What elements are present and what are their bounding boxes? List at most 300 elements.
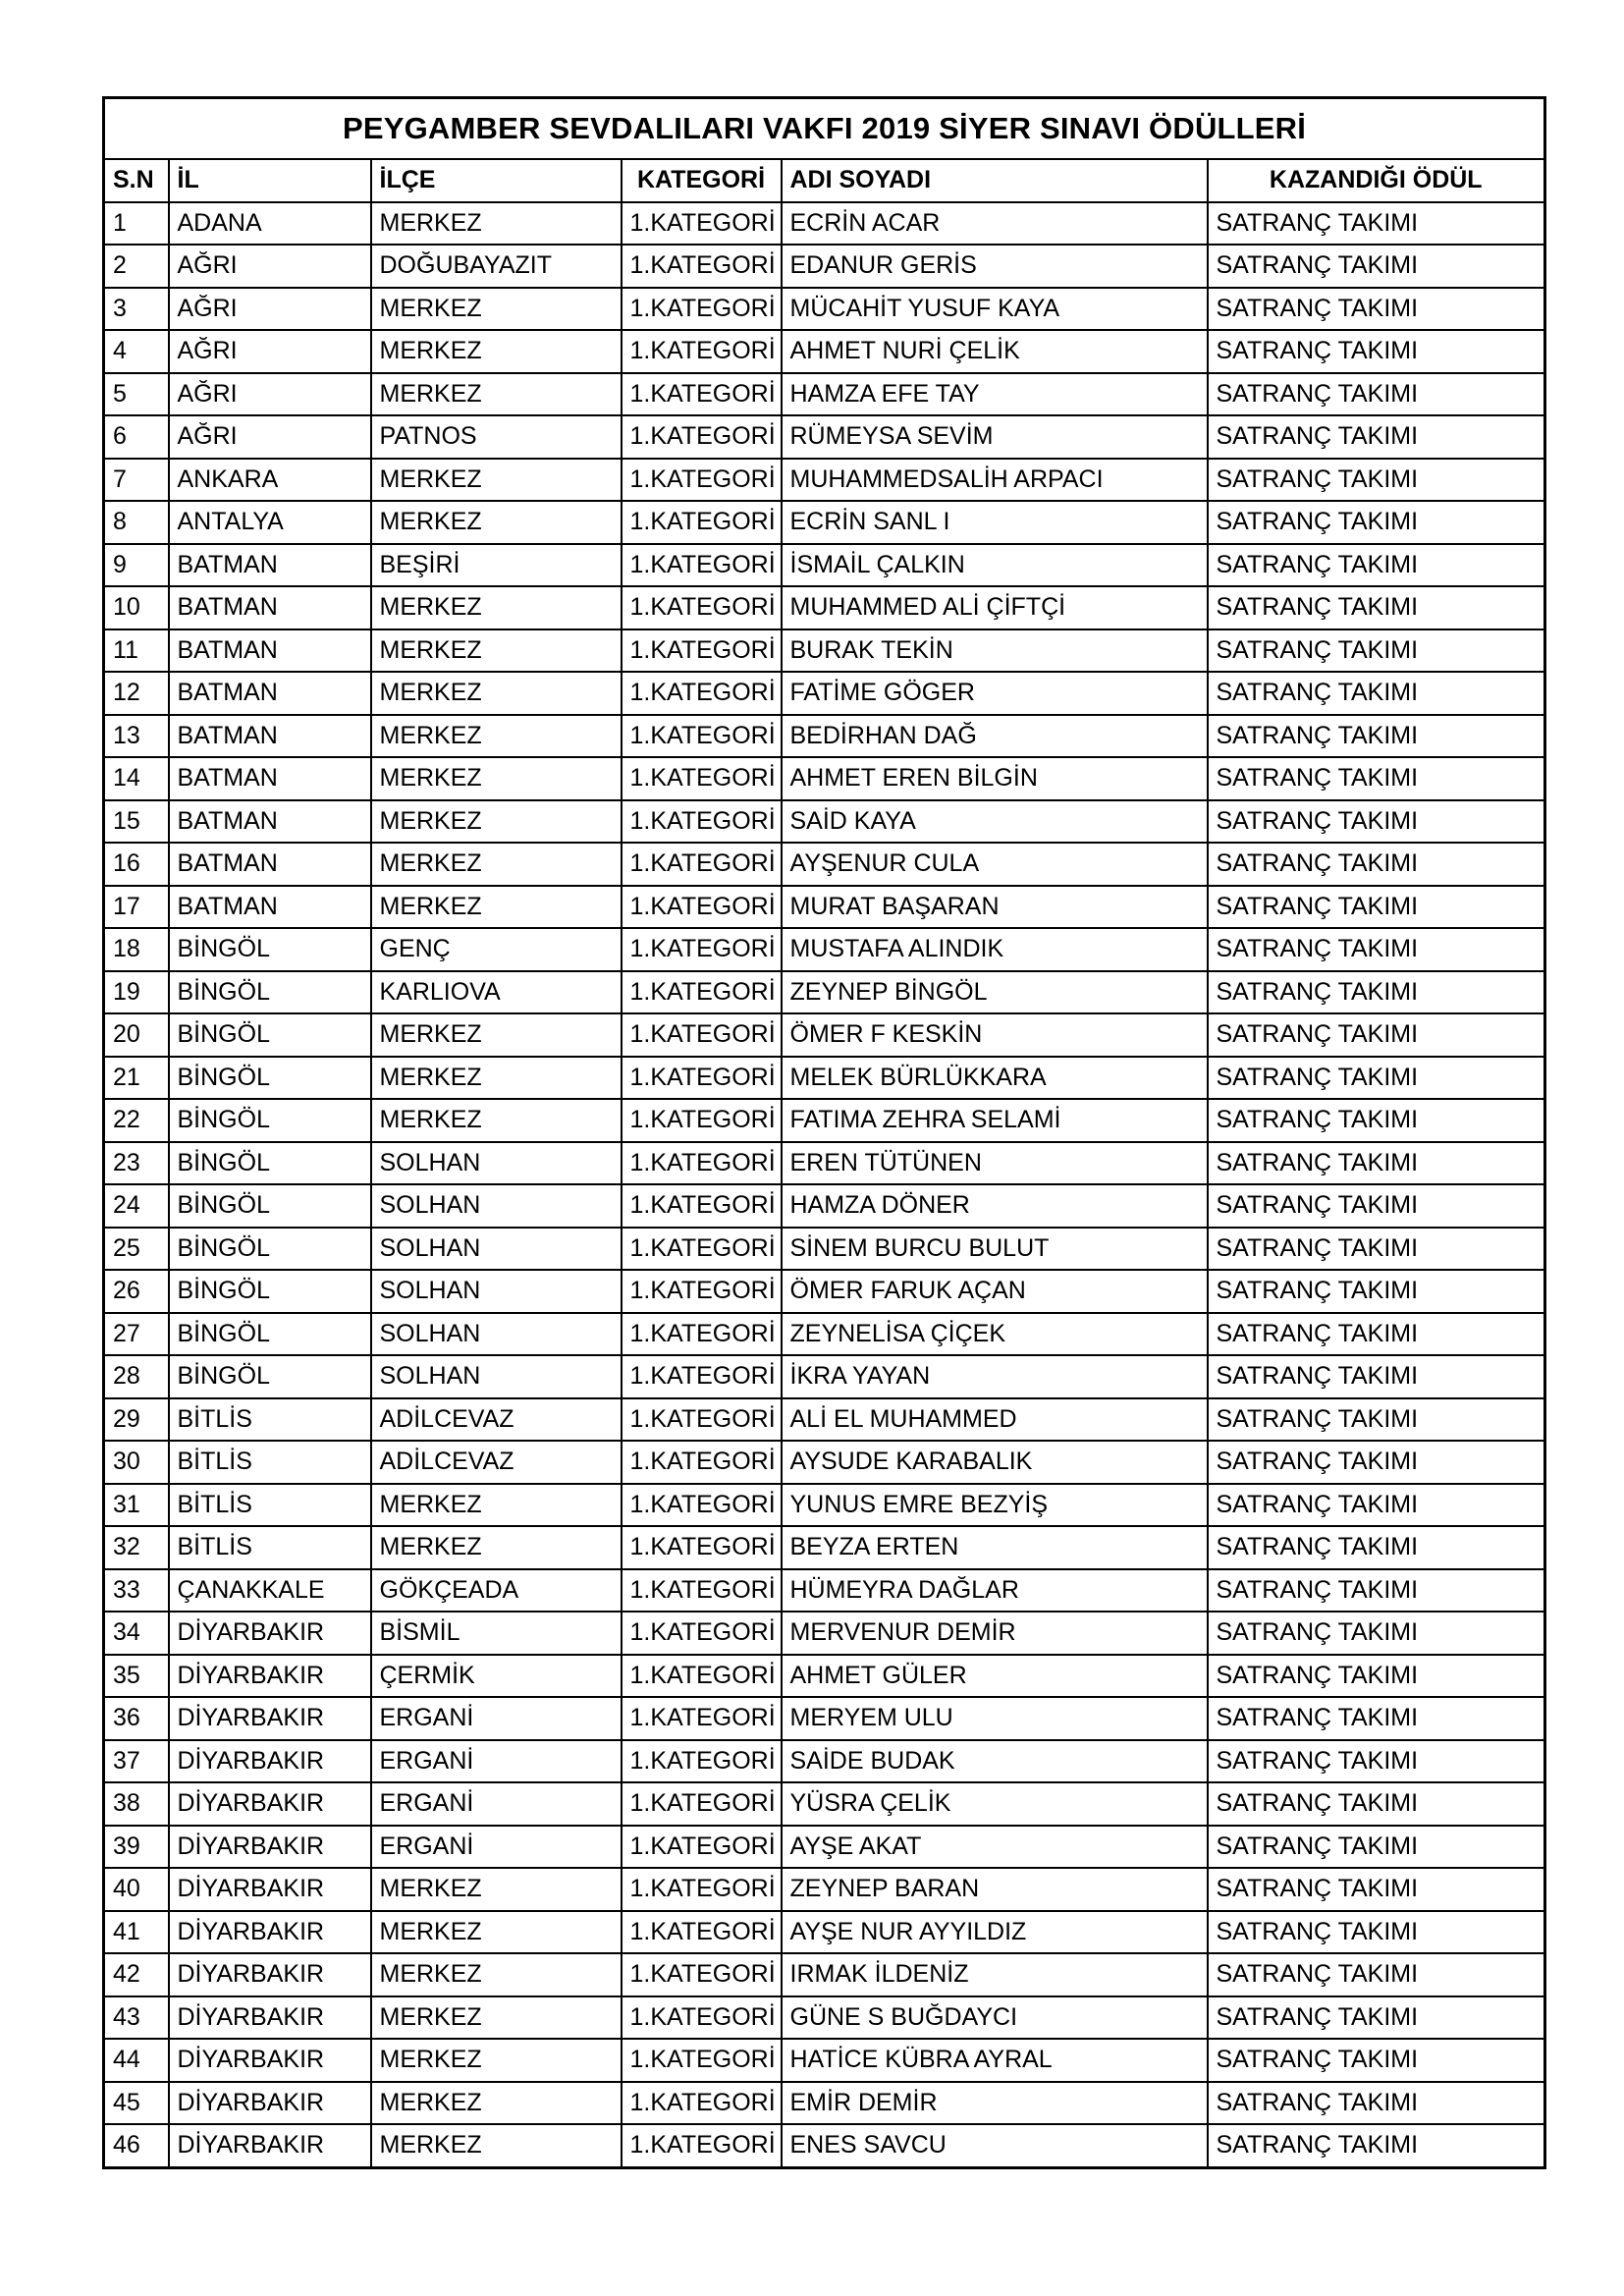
cell-sn: 11 [104, 629, 169, 673]
cell-il: AĞRI [169, 245, 371, 288]
cell-kazandigi-odul: SATRANÇ TAKIMI [1208, 415, 1545, 459]
cell-il: ANTALYA [169, 501, 371, 544]
cell-kategori: 1.KATEGORİ [622, 1057, 782, 1100]
cell-kategori: 1.KATEGORİ [622, 1484, 782, 1527]
cell-il: ADANA [169, 202, 371, 246]
table-row [104, 1057, 1545, 1100]
cell-ilce: ERGANİ [371, 1782, 622, 1826]
cell-ilce: MERKEZ [371, 1526, 622, 1569]
cell-sn: 12 [104, 672, 169, 715]
cell-kazandigi-odul: SATRANÇ TAKIMI [1208, 1228, 1545, 1271]
cell-adi-soyadi: FATIMA ZEHRA SELAMİ [782, 1099, 1208, 1142]
cell-ilce: ERGANİ [371, 1740, 622, 1783]
cell-adi-soyadi: EREN TÜTÜNEN [782, 1142, 1208, 1185]
cell-kategori: 1.KATEGORİ [622, 800, 782, 844]
cell-kazandigi-odul: SATRANÇ TAKIMI [1208, 757, 1545, 800]
cell-ilce: MERKEZ [371, 1868, 622, 1911]
cell-ilce: MERKEZ [371, 2082, 622, 2125]
cell-il: BATMAN [169, 586, 371, 629]
cell-kategori: 1.KATEGORİ [622, 2124, 782, 2167]
table-row [104, 544, 1545, 587]
column-header-kazandigi-odul: KAZANDIĞI ÖDÜL [1208, 159, 1545, 202]
cell-ilce: ADİLCEVAZ [371, 1398, 622, 1442]
cell-ilce: MERKEZ [371, 1484, 622, 1527]
cell-il: BİNGÖL [169, 1313, 371, 1356]
cell-kategori: 1.KATEGORİ [622, 1099, 782, 1142]
cell-adi-soyadi: ENES SAVCU [782, 2124, 1208, 2167]
cell-sn: 46 [104, 2124, 169, 2167]
cell-il: AĞRI [169, 288, 371, 331]
cell-ilce: KARLIOVA [371, 971, 622, 1014]
cell-kategori: 1.KATEGORİ [622, 672, 782, 715]
cell-kazandigi-odul: SATRANÇ TAKIMI [1208, 1740, 1545, 1783]
column-header-sn: S.N [104, 159, 169, 202]
cell-il: DİYARBAKIR [169, 1655, 371, 1698]
cell-kazandigi-odul: SATRANÇ TAKIMI [1208, 1355, 1545, 1398]
cell-kategori: 1.KATEGORİ [622, 843, 782, 886]
cell-kazandigi-odul: SATRANÇ TAKIMI [1208, 1057, 1545, 1100]
column-header-adi-soyadi: ADI SOYADI [782, 159, 1208, 202]
cell-kazandigi-odul: SATRANÇ TAKIMI [1208, 1398, 1545, 1442]
table-row [104, 971, 1545, 1014]
cell-kategori: 1.KATEGORİ [622, 1526, 782, 1569]
cell-il: BİNGÖL [169, 971, 371, 1014]
table-row [104, 501, 1545, 544]
cell-kazandigi-odul: SATRANÇ TAKIMI [1208, 1953, 1545, 1996]
cell-kazandigi-odul: SATRANÇ TAKIMI [1208, 1996, 1545, 2040]
cell-il: ÇANAKKALE [169, 1569, 371, 1613]
cell-sn: 40 [104, 1868, 169, 1911]
cell-kategori: 1.KATEGORİ [622, 459, 782, 502]
cell-il: BİNGÖL [169, 1099, 371, 1142]
cell-il: BATMAN [169, 544, 371, 587]
cell-sn: 43 [104, 1996, 169, 2040]
cell-adi-soyadi: MUHAMMEDSALİH ARPACI [782, 459, 1208, 502]
cell-sn: 23 [104, 1142, 169, 1185]
cell-ilce: MERKEZ [371, 202, 622, 246]
cell-kategori: 1.KATEGORİ [622, 1612, 782, 1655]
cell-kazandigi-odul: SATRANÇ TAKIMI [1208, 971, 1545, 1014]
cell-il: BATMAN [169, 886, 371, 929]
cell-adi-soyadi: SAİDE BUDAK [782, 1740, 1208, 1783]
cell-sn: 21 [104, 1057, 169, 1100]
cell-ilce: SOLHAN [371, 1184, 622, 1228]
cell-kategori: 1.KATEGORİ [622, 288, 782, 331]
cell-ilce: MERKEZ [371, 501, 622, 544]
table-row [104, 1868, 1545, 1911]
cell-sn: 15 [104, 800, 169, 844]
cell-ilce: MERKEZ [371, 886, 622, 929]
cell-sn: 44 [104, 2039, 169, 2082]
cell-sn: 26 [104, 1270, 169, 1313]
table-row [104, 1484, 1545, 1527]
cell-adi-soyadi: AYŞE AKAT [782, 1826, 1208, 1869]
cell-il: BİTLİS [169, 1441, 371, 1484]
cell-kategori: 1.KATEGORİ [622, 971, 782, 1014]
cell-sn: 29 [104, 1398, 169, 1442]
table-row [104, 1911, 1545, 1954]
cell-ilce: SOLHAN [371, 1313, 622, 1356]
cell-sn: 45 [104, 2082, 169, 2125]
cell-sn: 6 [104, 415, 169, 459]
title-row [104, 98, 1545, 160]
cell-kazandigi-odul: SATRANÇ TAKIMI [1208, 1013, 1545, 1057]
cell-sn: 7 [104, 459, 169, 502]
cell-ilce: GENÇ [371, 928, 622, 971]
cell-adi-soyadi: AYŞE NUR AYYILDIZ [782, 1911, 1208, 1954]
cell-il: DİYARBAKIR [169, 1612, 371, 1655]
cell-ilce: ÇERMİK [371, 1655, 622, 1698]
cell-il: ANKARA [169, 459, 371, 502]
cell-adi-soyadi: BURAK TEKİN [782, 629, 1208, 673]
column-header-ilce: İLÇE [371, 159, 622, 202]
cell-kazandigi-odul: SATRANÇ TAKIMI [1208, 245, 1545, 288]
cell-adi-soyadi: FATİME GÖGER [782, 672, 1208, 715]
cell-kategori: 1.KATEGORİ [622, 1142, 782, 1185]
cell-kazandigi-odul: SATRANÇ TAKIMI [1208, 715, 1545, 758]
table-row [104, 715, 1545, 758]
cell-kategori: 1.KATEGORİ [622, 1569, 782, 1613]
cell-kazandigi-odul: SATRANÇ TAKIMI [1208, 373, 1545, 416]
cell-kazandigi-odul: SATRANÇ TAKIMI [1208, 928, 1545, 971]
table-row [104, 843, 1545, 886]
cell-ilce: MERKEZ [371, 330, 622, 373]
cell-sn: 2 [104, 245, 169, 288]
cell-adi-soyadi: ZEYNELİSA ÇİÇEK [782, 1313, 1208, 1356]
cell-sn: 3 [104, 288, 169, 331]
table-head [104, 98, 1545, 202]
cell-adi-soyadi: IRMAK İLDENİZ [782, 1953, 1208, 1996]
table-row [104, 1526, 1545, 1569]
table-row [104, 288, 1545, 331]
cell-kazandigi-odul: SATRANÇ TAKIMI [1208, 886, 1545, 929]
cell-adi-soyadi: MURAT BAŞARAN [782, 886, 1208, 929]
table-row [104, 629, 1545, 673]
cell-sn: 28 [104, 1355, 169, 1398]
cell-kazandigi-odul: SATRANÇ TAKIMI [1208, 843, 1545, 886]
cell-il: BİNGÖL [169, 1355, 371, 1398]
cell-il: DİYARBAKIR [169, 1697, 371, 1740]
cell-adi-soyadi: ECRİN ACAR [782, 202, 1208, 246]
cell-kategori: 1.KATEGORİ [622, 629, 782, 673]
cell-kazandigi-odul: SATRANÇ TAKIMI [1208, 1184, 1545, 1228]
cell-il: BATMAN [169, 715, 371, 758]
cell-il: DİYARBAKIR [169, 1782, 371, 1826]
table-row [104, 1313, 1545, 1356]
cell-il: BİTLİS [169, 1398, 371, 1442]
cell-kazandigi-odul: SATRANÇ TAKIMI [1208, 629, 1545, 673]
cell-il: BİNGÖL [169, 1013, 371, 1057]
table-row [104, 1398, 1545, 1442]
table-row [104, 1099, 1545, 1142]
cell-ilce: SOLHAN [371, 1142, 622, 1185]
awards-table [102, 96, 1546, 2169]
cell-ilce: MERKEZ [371, 1057, 622, 1100]
cell-sn: 18 [104, 928, 169, 971]
cell-il: BİNGÖL [169, 1228, 371, 1271]
cell-kategori: 1.KATEGORİ [622, 544, 782, 587]
cell-kategori: 1.KATEGORİ [622, 1270, 782, 1313]
cell-sn: 34 [104, 1612, 169, 1655]
cell-kazandigi-odul: SATRANÇ TAKIMI [1208, 1911, 1545, 1954]
table-row [104, 330, 1545, 373]
column-header-kategori: KATEGORİ [622, 159, 782, 202]
table-row [104, 415, 1545, 459]
cell-kazandigi-odul: SATRANÇ TAKIMI [1208, 1484, 1545, 1527]
cell-adi-soyadi: HAMZA DÖNER [782, 1184, 1208, 1228]
cell-ilce: MERKEZ [371, 757, 622, 800]
cell-ilce: MERKEZ [371, 800, 622, 844]
cell-kategori: 1.KATEGORİ [622, 928, 782, 971]
cell-kazandigi-odul: SATRANÇ TAKIMI [1208, 1526, 1545, 1569]
cell-sn: 24 [104, 1184, 169, 1228]
cell-sn: 36 [104, 1697, 169, 1740]
cell-adi-soyadi: EDANUR GERİS [782, 245, 1208, 288]
cell-il: DİYARBAKIR [169, 1911, 371, 1954]
cell-kazandigi-odul: SATRANÇ TAKIMI [1208, 2039, 1545, 2082]
cell-ilce: MERKEZ [371, 1911, 622, 1954]
table-row [104, 1228, 1545, 1271]
cell-kategori: 1.KATEGORİ [622, 415, 782, 459]
cell-kazandigi-odul: SATRANÇ TAKIMI [1208, 1868, 1545, 1911]
table-row [104, 800, 1545, 844]
cell-kategori: 1.KATEGORİ [622, 1826, 782, 1869]
cell-kategori: 1.KATEGORİ [622, 1782, 782, 1826]
table-row [104, 1355, 1545, 1398]
cell-il: AĞRI [169, 373, 371, 416]
cell-adi-soyadi: ÖMER FARUK AÇAN [782, 1270, 1208, 1313]
cell-il: BİTLİS [169, 1526, 371, 1569]
cell-ilce: BİSMİL [371, 1612, 622, 1655]
cell-kazandigi-odul: SATRANÇ TAKIMI [1208, 501, 1545, 544]
cell-ilce: MERKEZ [371, 2039, 622, 2082]
cell-kazandigi-odul: SATRANÇ TAKIMI [1208, 1099, 1545, 1142]
table-row [104, 672, 1545, 715]
cell-kategori: 1.KATEGORİ [622, 1313, 782, 1356]
table-row [104, 586, 1545, 629]
cell-kategori: 1.KATEGORİ [622, 1228, 782, 1271]
cell-sn: 32 [104, 1526, 169, 1569]
cell-kategori: 1.KATEGORİ [622, 1013, 782, 1057]
table-row [104, 459, 1545, 502]
cell-kazandigi-odul: SATRANÇ TAKIMI [1208, 288, 1545, 331]
cell-kazandigi-odul: SATRANÇ TAKIMI [1208, 1782, 1545, 1826]
cell-il: DİYARBAKIR [169, 1996, 371, 2040]
cell-kazandigi-odul: SATRANÇ TAKIMI [1208, 1612, 1545, 1655]
cell-kazandigi-odul: SATRANÇ TAKIMI [1208, 459, 1545, 502]
cell-ilce: MERKEZ [371, 1013, 622, 1057]
cell-kategori: 1.KATEGORİ [622, 1911, 782, 1954]
cell-kategori: 1.KATEGORİ [622, 715, 782, 758]
table-row [104, 1655, 1545, 1698]
table-row [104, 1996, 1545, 2040]
cell-sn: 25 [104, 1228, 169, 1271]
cell-sn: 37 [104, 1740, 169, 1783]
cell-ilce: SOLHAN [371, 1228, 622, 1271]
table-row [104, 1270, 1545, 1313]
table-row [104, 1142, 1545, 1185]
cell-adi-soyadi: MUSTAFA ALINDIK [782, 928, 1208, 971]
cell-adi-soyadi: HAMZA EFE TAY [782, 373, 1208, 416]
cell-adi-soyadi: ALİ EL MUHAMMED [782, 1398, 1208, 1442]
table-row [104, 886, 1545, 929]
cell-sn: 38 [104, 1782, 169, 1826]
cell-adi-soyadi: ÖMER F KESKİN [782, 1013, 1208, 1057]
cell-ilce: MERKEZ [371, 715, 622, 758]
cell-ilce: MERKEZ [371, 2124, 622, 2167]
table-row [104, 1740, 1545, 1783]
cell-sn: 5 [104, 373, 169, 416]
cell-kategori: 1.KATEGORİ [622, 1697, 782, 1740]
cell-adi-soyadi: İSMAİL ÇALKIN [782, 544, 1208, 587]
cell-sn: 4 [104, 330, 169, 373]
cell-kategori: 1.KATEGORİ [622, 1398, 782, 1442]
column-header-il: İL [169, 159, 371, 202]
table-row [104, 1184, 1545, 1228]
cell-kategori: 1.KATEGORİ [622, 1740, 782, 1783]
cell-kategori: 1.KATEGORİ [622, 501, 782, 544]
cell-ilce: MERKEZ [371, 459, 622, 502]
cell-kategori: 1.KATEGORİ [622, 586, 782, 629]
cell-adi-soyadi: YUNUS EMRE BEZYİŞ [782, 1484, 1208, 1527]
cell-il: DİYARBAKIR [169, 1826, 371, 1869]
cell-kazandigi-odul: SATRANÇ TAKIMI [1208, 1441, 1545, 1484]
cell-il: BİNGÖL [169, 1270, 371, 1313]
table-row [104, 2124, 1545, 2167]
table-row [104, 1826, 1545, 1869]
cell-adi-soyadi: ZEYNEP BARAN [782, 1868, 1208, 1911]
cell-ilce: ADİLCEVAZ [371, 1441, 622, 1484]
cell-il: DİYARBAKIR [169, 2124, 371, 2167]
cell-kategori: 1.KATEGORİ [622, 245, 782, 288]
cell-adi-soyadi: MERVENUR DEMİR [782, 1612, 1208, 1655]
cell-il: BATMAN [169, 800, 371, 844]
cell-kazandigi-odul: SATRANÇ TAKIMI [1208, 1655, 1545, 1698]
cell-sn: 20 [104, 1013, 169, 1057]
cell-ilce: MERKEZ [371, 672, 622, 715]
table-row [104, 1782, 1545, 1826]
cell-kazandigi-odul: SATRANÇ TAKIMI [1208, 202, 1545, 246]
cell-sn: 31 [104, 1484, 169, 1527]
cell-adi-soyadi: MUHAMMED ALİ ÇİFTÇİ [782, 586, 1208, 629]
cell-il: AĞRI [169, 330, 371, 373]
cell-ilce: MERKEZ [371, 1099, 622, 1142]
page-title: PEYGAMBER SEVDALILARI VAKFI 2019 SİYER SINAVI ÖDÜLLERİ [104, 98, 1545, 160]
table-row [104, 1013, 1545, 1057]
cell-kategori: 1.KATEGORİ [622, 1655, 782, 1698]
cell-kazandigi-odul: SATRANÇ TAKIMI [1208, 544, 1545, 587]
cell-sn: 19 [104, 971, 169, 1014]
table-row [104, 1697, 1545, 1740]
table-row [104, 928, 1545, 971]
table-row [104, 2039, 1545, 2082]
cell-sn: 35 [104, 1655, 169, 1698]
table-row [104, 245, 1545, 288]
table-body [104, 202, 1545, 2168]
cell-adi-soyadi: ECRİN SANL I [782, 501, 1208, 544]
cell-adi-soyadi: HATİCE KÜBRA AYRAL [782, 2039, 1208, 2082]
cell-kazandigi-odul: SATRANÇ TAKIMI [1208, 330, 1545, 373]
cell-adi-soyadi: SAİD KAYA [782, 800, 1208, 844]
cell-sn: 17 [104, 886, 169, 929]
cell-ilce: MERKEZ [371, 373, 622, 416]
cell-ilce: SOLHAN [371, 1270, 622, 1313]
cell-adi-soyadi: AHMET EREN BİLGİN [782, 757, 1208, 800]
cell-il: BATMAN [169, 843, 371, 886]
cell-adi-soyadi: RÜMEYSA SEVİM [782, 415, 1208, 459]
cell-il: DİYARBAKIR [169, 2039, 371, 2082]
cell-adi-soyadi: AHMET NURİ ÇELİK [782, 330, 1208, 373]
cell-adi-soyadi: AHMET GÜLER [782, 1655, 1208, 1698]
cell-adi-soyadi: AYSUDE KARABALIK [782, 1441, 1208, 1484]
cell-ilce: MERKEZ [371, 1953, 622, 1996]
cell-adi-soyadi: MÜCAHİT YUSUF KAYA [782, 288, 1208, 331]
cell-adi-soyadi: HÜMEYRA DAĞLAR [782, 1569, 1208, 1613]
cell-sn: 22 [104, 1099, 169, 1142]
header-row [104, 159, 1545, 202]
cell-il: DİYARBAKIR [169, 1953, 371, 1996]
cell-il: DİYARBAKIR [169, 1868, 371, 1911]
cell-kazandigi-odul: SATRANÇ TAKIMI [1208, 1697, 1545, 1740]
cell-ilce: DOĞUBAYAZIT [371, 245, 622, 288]
cell-kazandigi-odul: SATRANÇ TAKIMI [1208, 2124, 1545, 2167]
cell-il: BİNGÖL [169, 928, 371, 971]
cell-adi-soyadi: MELEK BÜRLÜKKARA [782, 1057, 1208, 1100]
cell-sn: 8 [104, 501, 169, 544]
cell-adi-soyadi: GÜNE S BUĞDAYCI [782, 1996, 1208, 2040]
cell-kazandigi-odul: SATRANÇ TAKIMI [1208, 1313, 1545, 1356]
table-row [104, 2082, 1545, 2125]
table-row [104, 757, 1545, 800]
cell-ilce: BEŞİRİ [371, 544, 622, 587]
cell-ilce: MERKEZ [371, 586, 622, 629]
cell-il: BATMAN [169, 629, 371, 673]
cell-kazandigi-odul: SATRANÇ TAKIMI [1208, 1826, 1545, 1869]
cell-adi-soyadi: MERYEM ULU [782, 1697, 1208, 1740]
cell-kategori: 1.KATEGORİ [622, 202, 782, 246]
cell-sn: 9 [104, 544, 169, 587]
cell-kategori: 1.KATEGORİ [622, 757, 782, 800]
cell-adi-soyadi: SİNEM BURCU BULUT [782, 1228, 1208, 1271]
cell-kazandigi-odul: SATRANÇ TAKIMI [1208, 1142, 1545, 1185]
table-row [104, 1569, 1545, 1613]
cell-sn: 33 [104, 1569, 169, 1613]
cell-kategori: 1.KATEGORİ [622, 2082, 782, 2125]
cell-adi-soyadi: AYŞENUR CULA [782, 843, 1208, 886]
cell-kategori: 1.KATEGORİ [622, 1868, 782, 1911]
cell-il: BATMAN [169, 757, 371, 800]
cell-ilce: MERKEZ [371, 843, 622, 886]
cell-ilce: MERKEZ [371, 1996, 622, 2040]
cell-kategori: 1.KATEGORİ [622, 330, 782, 373]
table-row [104, 373, 1545, 416]
cell-kategori: 1.KATEGORİ [622, 1184, 782, 1228]
table-row [104, 1953, 1545, 1996]
cell-il: BATMAN [169, 672, 371, 715]
cell-ilce: GÖKÇEADA [371, 1569, 622, 1613]
table-row [104, 1441, 1545, 1484]
cell-ilce: ERGANİ [371, 1697, 622, 1740]
cell-adi-soyadi: ZEYNEP BİNGÖL [782, 971, 1208, 1014]
cell-sn: 14 [104, 757, 169, 800]
cell-kazandigi-odul: SATRANÇ TAKIMI [1208, 1270, 1545, 1313]
cell-kategori: 1.KATEGORİ [622, 1355, 782, 1398]
cell-il: DİYARBAKIR [169, 1740, 371, 1783]
cell-sn: 1 [104, 202, 169, 246]
cell-sn: 10 [104, 586, 169, 629]
cell-kategori: 1.KATEGORİ [622, 1996, 782, 2040]
cell-il: DİYARBAKIR [169, 2082, 371, 2125]
